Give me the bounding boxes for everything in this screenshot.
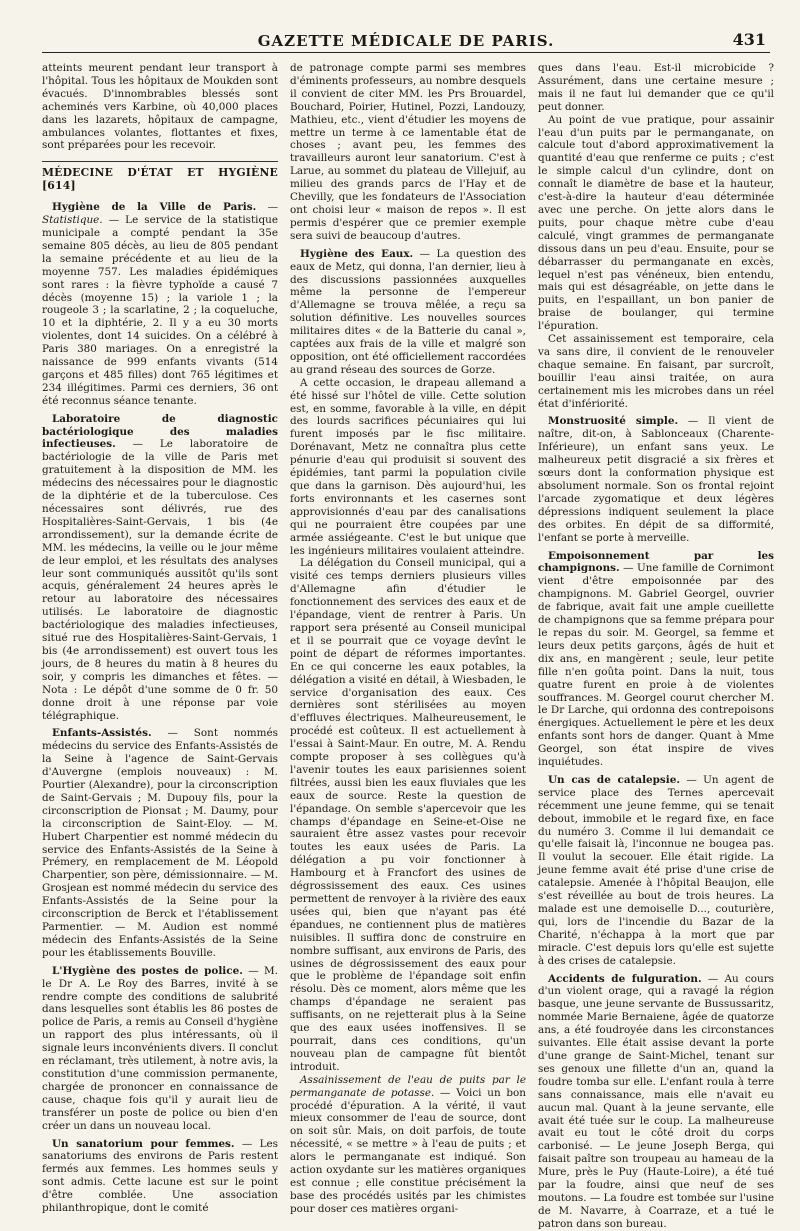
paragraph: Cet assainissement est temporaire, cela va sans dire, il convient de le renouveler chaque semaine. En faisant, par surcroît, bouillir l'eau ainsi traitée, on aura certainement mis les microbes dans un réel état d'infériorité.: [538, 333, 774, 410]
paragraph: Empoisonnement par les champignons. — Une famille de Cornimont vient d'être empoisonnée par des champignons. M. Gabriel Georgel, ouvrier de fabrique, avait fait une ample cueillette de champignons que sa femme prépara pour le repas du soir. M. Georgel, sa femme et leurs deux petits garçons, âgés de huit et dix ans, en mangèrent ; seule, leur petite fille n'en goûta point. Dans la nuit, tous quatre furent en proie à de violentes souffrances. M. Georgel courut chercher M. le Dr Larche, qui ordonna des contrepoisons énergiques. Actuellement le père et les deux enfants sont hors de danger. Quant à Mme Georgel, son état inspire de vives inquiétudes.: [538, 549, 774, 769]
paragraph: Laboratoire de diagnostic bactériologique des maladies infectieuses. — Le laboratoire de bactériologie de la ville de Paris met gratuitement à la disposition de MM. les médecins des nécessaires pour le diagnostic de la diphtérie et de la tuberculose. Ces nécessaires sont délivrés, rue des Hospitalières-Saint-Gervais, 1 bis (4e arrondissement), sur la demande écrite de MM. les médecins, la veille ou le jour même de leur emploi, et les résultats des analyses leur sont communiqués aussitôt qu'ils sont acquis, généralement 24 heures après le retour au laboratoire des nécessaires utilisés. Le laboratoire de diagnostic bactériologique des maladies infectieuses, situé rue des Hospitalières-Saint-Gervais, 1 bis (4e arrondissement) est ouvert tous les jours, de 8 heures du matin à 8 heures du soir, y compris les dimanches et fêtes. — Nota : Le dépôt d'une somme de 0 fr. 50 donne droit à une réponse par voie télégraphique.: [42, 412, 278, 722]
article-subheading: — Statistique.: [42, 201, 278, 227]
paragraph: A cette occasion, le drapeau allemand a été hissé sur l'hôtel de ville. Cette solution est, en somme, favorable à la ville, en dépit des lourds sacrifices pécuniaires qui lui furent imposés par le fisc militaire. Dorénavant, Metz ne connaîtra plus cette pénurie d'eau qui produisit si souvent des épidémies, tant parmi la population civile que dans la garnison. Dès aujourd'hui, les forts environnants et les casernes sont approvisionnés d'eau par des canalisations qui ne pourraient être coupées par une armée assiégeante. C'est le but unique que les ingénieurs militaires voulaient atteindre.: [290, 376, 526, 557]
paragraph: Hygiène de la Ville de Paris. — Statistique. — Le service de la statistique municipale a compté pendant la 35e semaine 805 décès, au lieu de 805 pendant la semaine précédente et au lieu de la moyenne 757. Les maladies épidémiques sont rares : la fièvre typhoïde a causé 7 décès (moyenne 15) ; la variole 1 ; la rougeole 3 ; la scarlatine, 2 ; la coqueluche, 10 et la diphtérie, 2. Il y a eu 30 morts violentes, dont 14 suicides. On a célébré à Paris 380 mariages. On a enregistré la naissance de 999 enfants vivants (514 garçons et 485 filles) dont 765 légitimes et 234 illégitimes. Parmi ces derniers, 36 ont été reconnus séance tenante.: [42, 201, 278, 407]
article-heading: Monstruosité simple.: [548, 415, 679, 428]
page-number: 431: [732, 30, 766, 49]
paragraph: Au point de vue pratique, pour assainir l'eau d'un puits par le permanganate, on calcule tout d'abord approximativement la quantité d'eau que renferme ce puits ; c'est le simple calcul d'un cylindre, dont on connaît le diamètre de base et la hauteur, c'est-à-dire la hauteur d'eau déterminée avec une perche. On jette alors dans le puits, pour chaque mètre cube d'eau calculé, vingt grammes de permanganate dissous dans un peu d'eau. Ensuite, pour se débarrasser du permanganate en excès, lequel n'est pas vénéneux, bien entendu, mais qui est désagréable, on jette dans le puits, en l'espaillant, un bon panier de braise de boulanger, qui termine l'épuration.: [538, 113, 774, 333]
paragraph: Assainissement de l'eau de puits par le permanganate de potasse. — Voici un bon procédé d'épuration. A la vérité, il vaut mieux consommer de l'eau de source, dont on soit sûr. Mais, on doit parfois, de toute nécessité, « se mettre » à l'eau de puits ; et alors le permanganate est indiqué. Son action oxydante sur les matières organiques est connue ; elle constitue précisément la base des procédés usités par les chimistes pour doser ces matières organi-: [290, 1073, 526, 1215]
paragraph: La délégation du Conseil municipal, qui a visité ces temps derniers plusieurs villes d'Allemagne afin d'étudier le fonctionnement des services des eaux et de l'épandage, vient de rentrer à Paris. Un rapport sera présenté au Conseil municipal et il se pourrait que ce voyage devînt le point de départ de réformes importantes. En ce qui concerne les eaux potables, la délégation a visité en détail, à Wiesbaden, le service d'organisation des eaux. Ces dernières sont stérilisées au moyen d'effluves électriques. Malheureusement, le procédé est coûteux. Il est actuellement à l'essai à Saint-Maur. En outre, M. A. Rendu compte proposer à ses collègues qu'à l'avenir toutes les eaux parisiennes soient filtrées, aussi bien les eaux fluviales que les eaux de source. Reste la question de l'épandage. On semble s'apercevoir que les champs d'épandage en Seine-et-Oise ne sauraient être assez vastes pour recevoir toutes les eaux usées de Paris. La délégation a pu voir fonctionner à Hambourg et à Francfort des usines de dégrossissement des eaux. Ces usines permettent de renvoyer à la rivière des eaux usées qui, bien que n'ayant pas été épandues, ne contiennent plus de matières nuisibles. Il suffira donc de construire en nombre suffisant, aux environs de Paris, des usines de dégrossissement des eaux pour que le problème de l'épandage soit enfin résolu. Dès ce moment, alors même que les champs d'épandage ne seraient pas suffisants, on ne rejetterait plus à la Seine que des eaux usées inoffensives. Il se pourrait, dans ces conditions, qu'un nouveau plan de campagne fût bientôt introduit.: [290, 557, 526, 1073]
paragraph: Un cas de catalepsie. — Un agent de service place des Ternes apercevait récemment une jeune femme, qui se tenait debout, immobile et le regard fixe, en face du numéro 3. Comme il lui demandait ce qu'elle faisait là, l'inconnue ne bougea pas. Il voulut la secouer. Elle était rigide. La jeune femme avait été prise d'une crise de catalepsie. Amenée à l'hôpital Beaujon, elle s'est réveillée au bout de trois heures. La malade est une demoiselle D..., couturière, qui, lors de l'incendie du Bazar de la Charité, n'échappa à la mort que par miracle. C'est depuis lors qu'elle est sujette à des crises de catalepsie.: [538, 773, 774, 967]
journal-title: GAZETTE MÉDICALE DE PARIS.: [257, 32, 555, 50]
article-heading: Accidents de fulguration.: [548, 972, 702, 985]
column-3: [538, 62, 775, 1230]
article-heading: Un cas de catalepsie.: [548, 773, 680, 786]
paragraph: Hygiène des Eaux. — La question des eaux de Metz, qui donna, l'an dernier, lieu à des discussions passionnées auxquelles même la personne de l'empereur d'Allemagne se trouva mêlée, a reçu sa solution définitive. Les nouvelles sources militaires dites « de la Batterie du canal », captées aux frais de la ville et malgré son opposition, ont été officiellement raccordées au grand réseau des sources de Gorze.: [290, 247, 526, 376]
article-heading: Assainissement de l'eau de puits par le permanganate de potasse.: [290, 1073, 526, 1099]
column-2: [290, 62, 526, 1215]
paragraph: Un sanatorium pour femmes. — Les sanatoriums des environs de Paris restent fermés aux femmes. Les hommes seuls y sont admis. Cette lacune est sur le point d'être comblée. Une association philanthropique, dont le comité: [42, 1137, 278, 1215]
article-heading: L'Hygiène des postes de police.: [52, 964, 243, 977]
article-heading: Empoisonnement par les champignons.: [538, 549, 774, 575]
article-heading: Hygiène des Eaux.: [300, 247, 414, 260]
paragraph: L'Hygiène des postes de police. — M. le Dr A. Le Roy des Barres, invité à se rendre compte des conditions de salubrité dans lesquelles sont établis les 86 postes de police de Paris, a remis au Conseil d'hygiène un rapport des plus intéressants, où il signale leurs inconvénients divers. Il conclut en réclamant, très utilement, à notre avis, la constitution d'une commission permanente, chargée de prononcer en connaissance de cause, chaque fois qu'il y aurait lieu de transférer un poste de police ou bien d'en créer un dans un nouveau local.: [42, 964, 278, 1132]
article-columns: [42, 62, 775, 1230]
paragraph: ques dans l'eau. Est-il microbicide ? Assurément, dans une certaine mesure ; mais il ne faut lui demander que ce qu'il peut donner.: [538, 62, 774, 113]
section-heading: MÉDECINE D'ÉTAT ET HYGIÈNE [614]: [42, 161, 278, 193]
page-header: [42, 28, 770, 53]
article-heading: Hygiène de la Ville de Paris.: [52, 201, 257, 214]
paragraph: de patronage compte parmi ses membres d'éminents professeurs, au nombre desquels il convient de citer MM. les Prs Brouardel, Bouchard, Poirier, Hutinel, Pozzi, Landouzy, Mathieu, etc., vient d'étudier les moyens de mettre un terme à ce lamentable état de choses ; avant peu, les femmes des travailleurs auront leur sanatorium. C'est à Larue, au sommet du plateau de Villejuif, au milieu des grands parcs de l'Hay et de Chevilly, que les fondateurs de l'Association ont choisi leur « maison de repos ». Il est permis d'espérer que ce premier exemple sera suivi de beaucoup d'autres.: [290, 62, 526, 242]
paragraph: Enfants-Assistés. — Sont nommés médecins du service des Enfants-Assistés de la Seine à l'agence de Saint-Gervais d'Auvergne (emplois nouveaux) : M. Pourtier (Alexandre), pour la circonscription de Saint-Gervais ; M. Dupouy fils, pour la circonscription de Pionsat ; M. Daumy, pour la circonscription de Saint-Eloy. — M. Hubert Charpentier est nommé médecin du service des Enfants-Assistés de la Seine à Prémery, en remplacement de M. Léopold Charpentier, son père, démissionnaire. — M. Grosjean est nommé médecin du service des Enfants-Assistés de la Seine pour la circonscription de Berck et l'établissement Parmentier. — M. Audion est nommé médecin des Enfants-Assistés de la Seine pour les établissements Bouville.: [42, 727, 278, 959]
article-heading: Un sanatorium pour femmes.: [52, 1137, 235, 1150]
paragraph: atteints meurent pendant leur transport à l'hôpital. Tous les hôpitaux de Moukden sont évacués. D'innombrables blessés sont acheminés vers Karbine, où 40,000 places dans les lazarets, hôpitaux de campagne, ambulances volantes, flottantes et fixes, sont préparées pour les recevoir.: [42, 62, 278, 152]
article-heading: Enfants-Assistés.: [52, 727, 152, 740]
paragraph: Monstruosité simple. — Il vient de naître, dit-on, à Sablonceaux (Charente-Inférieure), un enfant sans yeux. Le malheureux petit disgracié a six frères et sœurs dont la conformation physique est absolument normale. Son os frontal rejoint l'arcade zygomatique et deux légères dépressions indiquent seulement la place des orbites. En dépit de sa difformité, l'enfant se porte à merveille.: [538, 415, 775, 544]
paragraph: Accidents de fulguration. — Au cours d'un violent orage, qui a ravagé la région basque, une jeune servante de Bussussaritz, nommée Marie Bernaiene, âgée de quatorze ans, a été foudroyée dans les circonstances suivantes. Elle était assise devant la porte d'une grange de Saint-Michel, tenant sur ses genoux une fillette d'un an, quand la foudre tomba sur elle. L'enfant roula à terre sans connaissance, mais elle n'avait eu aucun mal. Quant à la jeune servante, elle avait été tuée sur le coup. La malheureuse avait eu tout le côté droit du corps carbonisé. — Le jeune Joseph Berga, qui faisait paître son troupeau au hameau de la Mure, près le Puy (Haute-Loire), a été tué par la foudre, ainsi que neuf de ses moutons. — La foudre est tombée sur l'usine de M. Navarre, à Coarraze, et a tué le patron dans son bureau.: [538, 972, 775, 1230]
article-heading: Laboratoire de diagnostic bactériologique des maladies infectieuses.: [42, 412, 278, 451]
column-1: [42, 62, 278, 1215]
